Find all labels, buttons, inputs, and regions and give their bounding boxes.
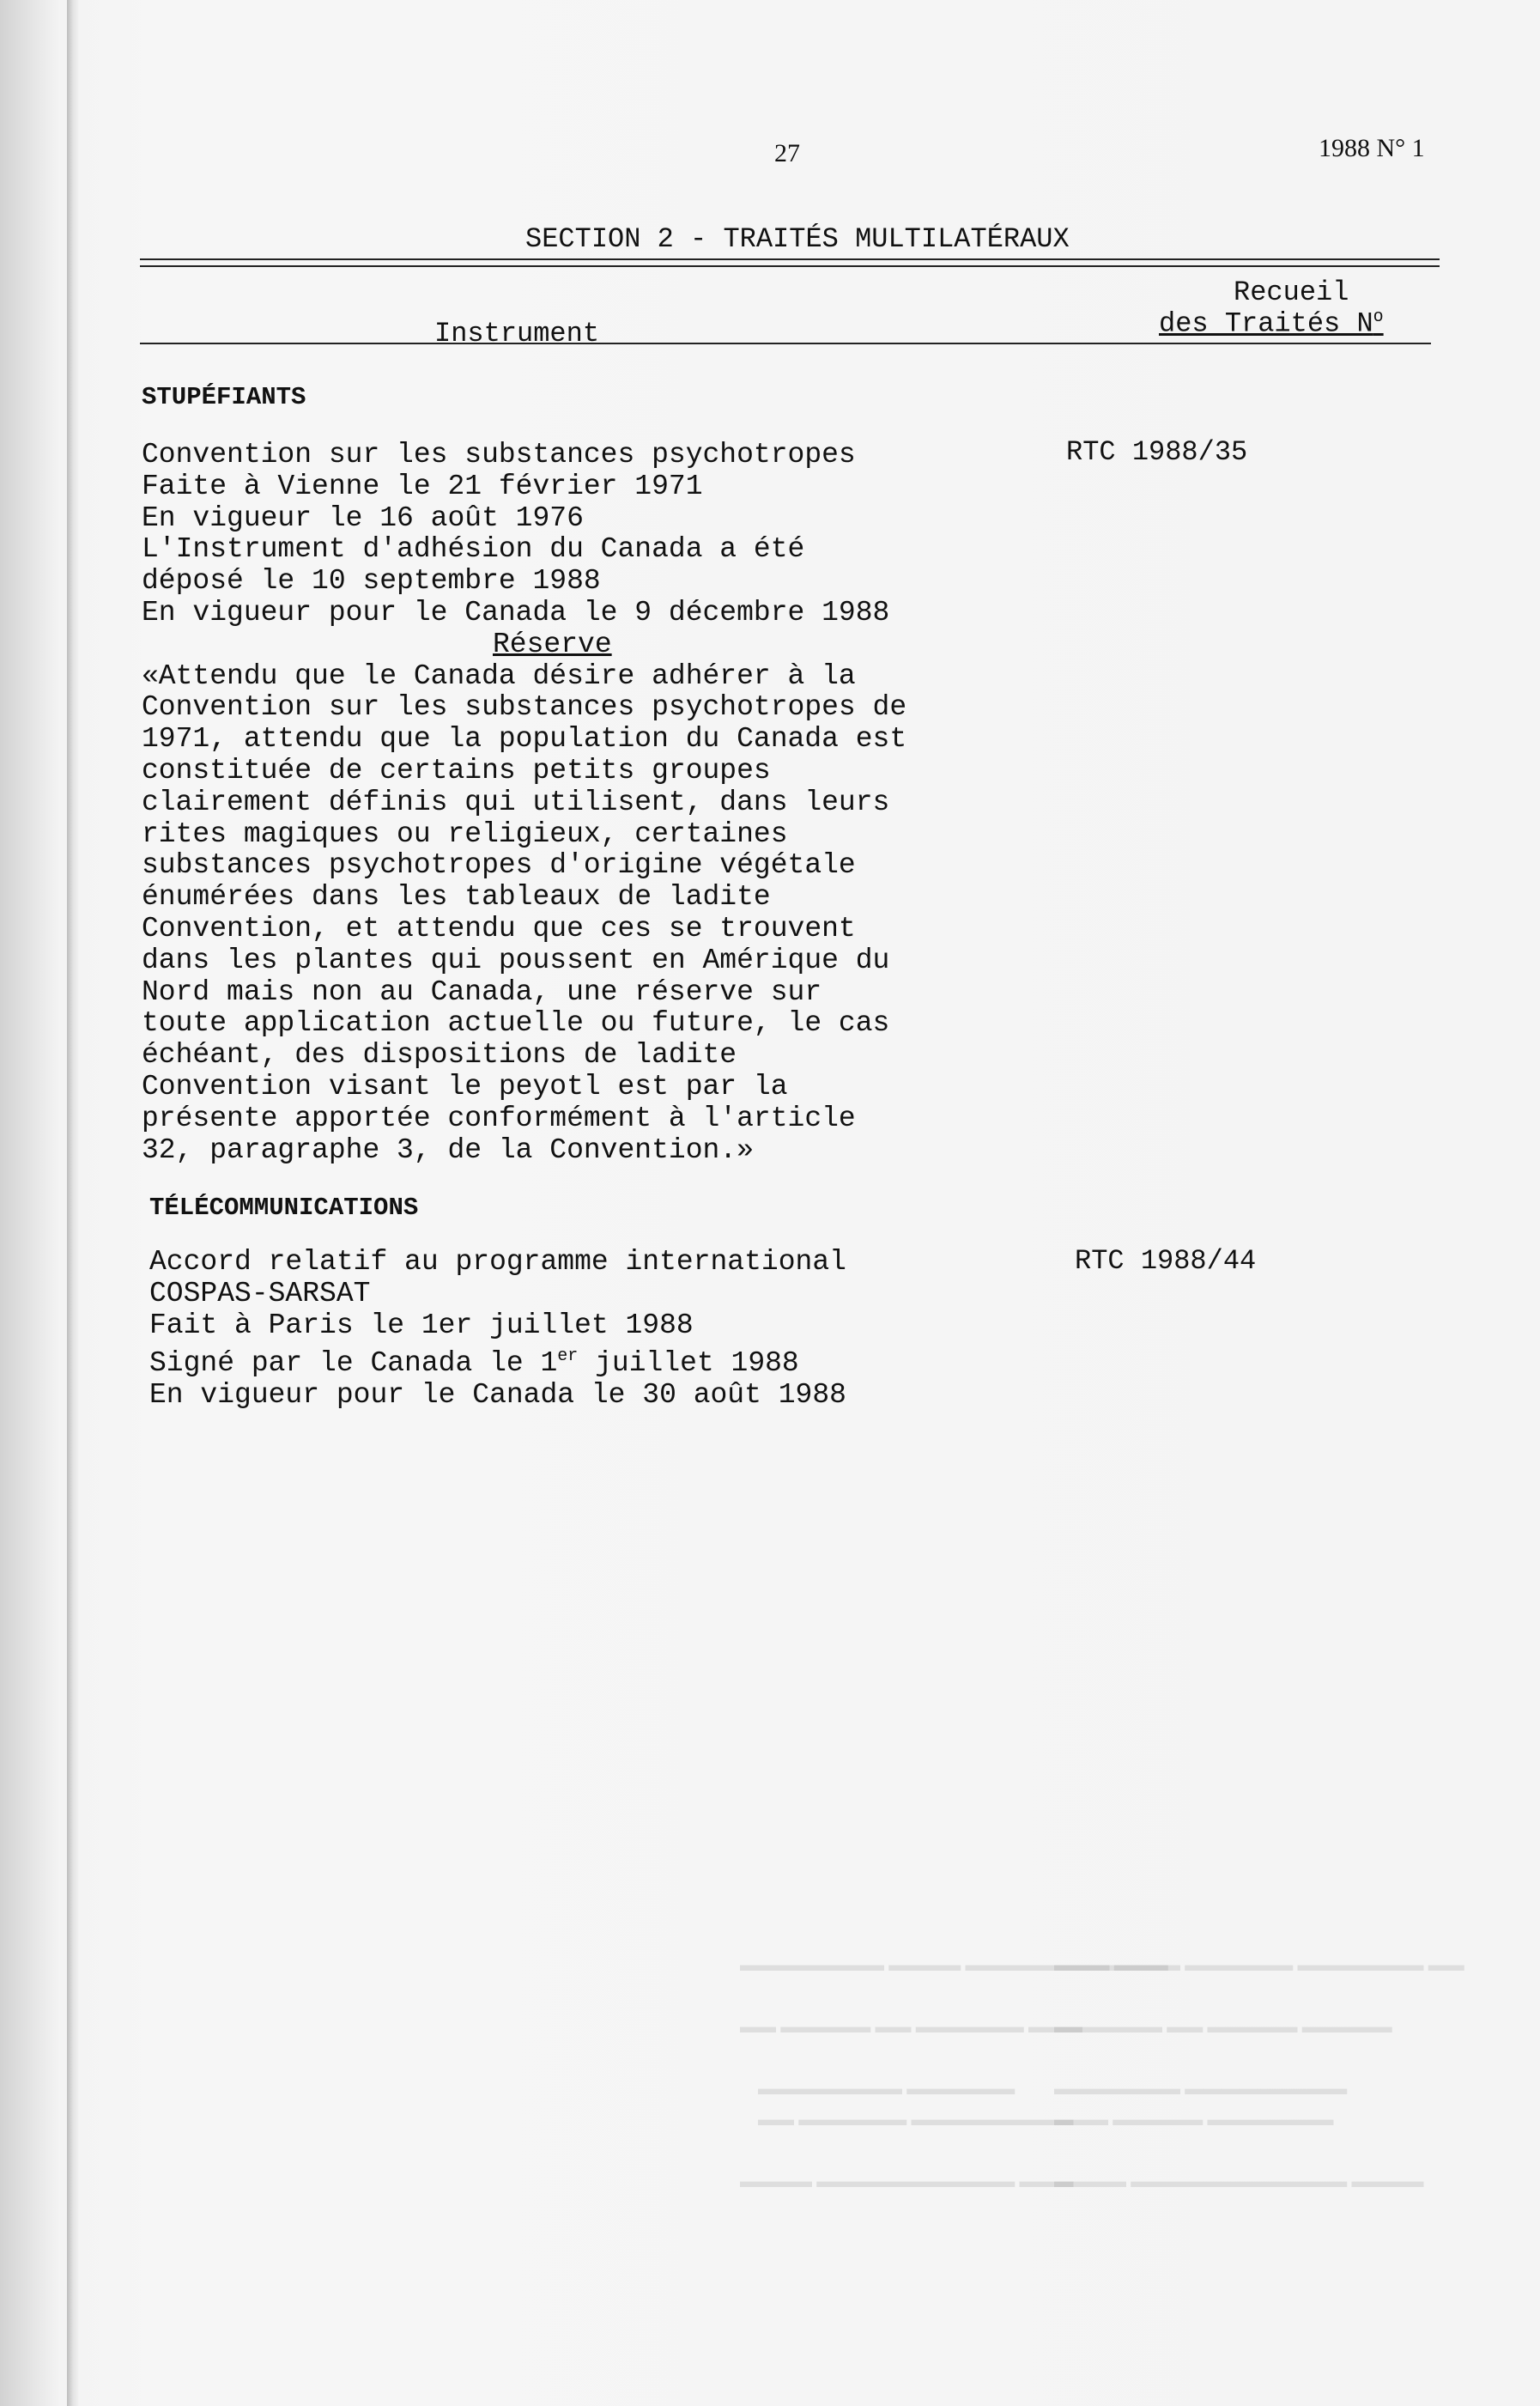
issue-number: 1988 N° 1 — [1319, 134, 1425, 162]
reserve-line: clairement définis qui utilisent, dans leurs — [142, 786, 890, 818]
reserve-line: 32, paragraphe 3, de la Convention.» — [142, 1133, 754, 1166]
page-number: 27 — [774, 139, 800, 167]
treaty-entry-psychotropes — [142, 440, 906, 1166]
reserve-line: «Attendu que le Canada désire adhérer à la — [142, 659, 856, 692]
entry-line: Accord relatif au programme international — [149, 1246, 846, 1278]
reserve-line: présente apportée conformément à l'article — [142, 1102, 856, 1134]
entry-line: Convention sur les substances psychotropes — [142, 439, 856, 471]
reserve-line: 1971, attendu que la population du Canada est — [142, 723, 907, 756]
reserve-line: toute application actuelle ou future, le cas — [142, 1007, 890, 1040]
treaty-reference: RTC 1988/44 — [1075, 1245, 1257, 1277]
entry-line: Fait à Paris le 1er juillet 1988 — [149, 1309, 694, 1341]
treaty-entry-cospas-sarsat — [149, 1247, 846, 1412]
bleed-through-text: ▬▬▬▬▬▬▬▬ ▬▬▬▬ ▬▬▬▬▬▬▬▬ ▬▬▬ ▬▬ ▬▬▬▬▬ ▬▬ ▬▬▬▬▬▬ ▬▬▬ ▬▬▬▬▬▬▬▬ ▬▬▬▬▬▬ ▬▬ ▬▬▬▬▬▬ ▬▬▬▬▬▬▬▬▬ ▬▬▬▬ ▬▬▬▬▬▬▬▬▬▬▬ ▬▬▬ — [740, 1954, 1168, 2191]
reserve-line: Convention sur les substances psychotropes de — [142, 691, 907, 724]
reserve-line: Convention, et attendu que ces se trouvent — [142, 912, 856, 945]
reserve-line: substances psychotropes d'origine végétale — [142, 849, 856, 882]
signed-sup: er — [557, 1346, 579, 1367]
entry-line: En vigueur le 16 août 1976 — [142, 501, 584, 534]
header-rule — [140, 343, 1431, 344]
column-header-traites-text: des Traités N — [1159, 307, 1373, 340]
page-spine-shadow — [67, 0, 79, 2406]
bleed-through-text: ▬▬▬▬▬▬▬ ▬▬▬▬▬▬ ▬▬▬▬▬▬▬ ▬▬ ▬▬▬▬▬▬ ▬▬ ▬▬▬▬▬ ▬▬▬▬▬ ▬▬▬▬▬▬▬ ▬▬▬▬▬▬▬▬▬ ▬▬▬ ▬▬▬▬▬ ▬▬▬▬▬▬▬ ▬▬▬▬ ▬▬▬▬▬▬▬▬▬▬▬▬ ▬▬▬▬ — [1054, 1954, 1464, 2191]
category-heading-telecommunications: TÉLÉCOMMUNICATIONS — [149, 1194, 419, 1222]
entry-line: En vigueur pour le Canada le 30 août 1988 — [149, 1379, 846, 1412]
column-header-recueil: Recueil — [1234, 276, 1349, 308]
reserve-line: Nord mais non au Canada, une réserve sur — [142, 975, 822, 1008]
entry-line: L'Instrument d'adhésion du Canada a été — [142, 533, 805, 566]
signed-suffix: juillet 1988 — [578, 1347, 799, 1380]
column-header-traites — [1159, 307, 1384, 340]
section-title: SECTION 2 - TRAITÉS MULTILATÉRAUX — [525, 223, 1070, 255]
category-heading-stupefiants: STUPÉFIANTS — [142, 383, 306, 411]
treaty-reference: RTC 1988/35 — [1066, 436, 1248, 468]
reserve-heading: Réserve — [493, 628, 612, 660]
entry-line: déposé le 10 septembre 1988 — [142, 565, 601, 598]
entry-line: En vigueur pour le Canada le 9 décembre 1988 — [142, 596, 890, 629]
reserve-line: constituée de certains petits groupes — [142, 754, 771, 787]
reserve-line: Convention visant le peyotl est par la — [142, 1070, 788, 1103]
column-header-traites-sup: o — [1373, 307, 1384, 327]
column-header-instrument: Instrument — [434, 318, 600, 349]
entry-line: COSPAS-SARSAT — [149, 1277, 371, 1309]
reserve-line: rites magiques ou religieux, certaines — [142, 817, 788, 850]
signed-prefix: Signé par le Canada le 1 — [149, 1347, 558, 1380]
reserve-line: échéant, des dispositions de ladite — [142, 1039, 737, 1072]
entry-line: Faite à Vienne le 21 février 1971 — [142, 470, 703, 502]
double-rule — [140, 258, 1440, 267]
reserve-line: énumérées dans les tableaux de ladite — [142, 881, 771, 914]
reserve-line: dans les plantes qui poussent en Amérique du — [142, 944, 890, 976]
entry-line-signed — [149, 1341, 846, 1380]
